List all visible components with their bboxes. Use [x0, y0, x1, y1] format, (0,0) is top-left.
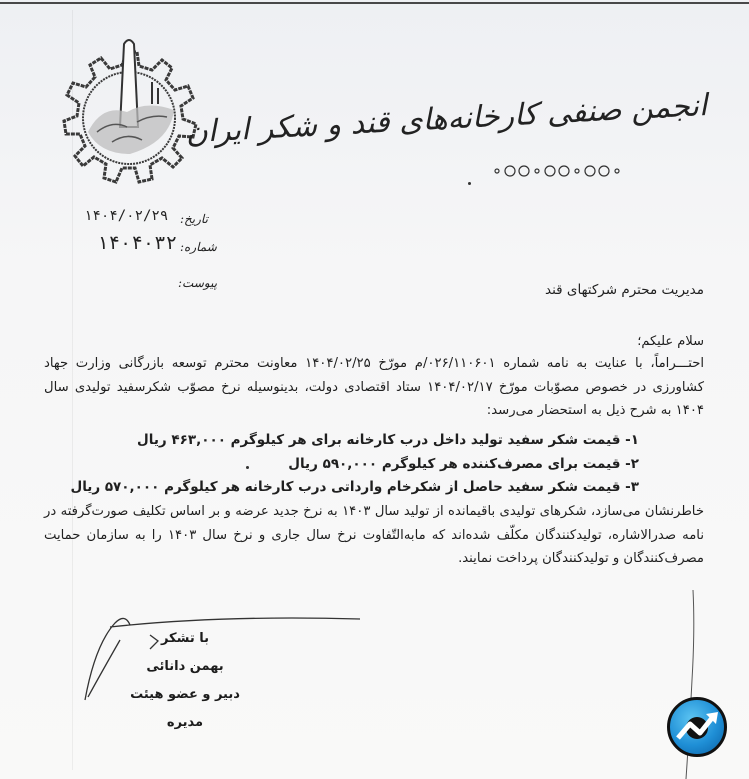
date-label: تاریخ: [180, 212, 208, 226]
number-value: ۱۴۰۴۰۳۲ [97, 232, 178, 254]
closing: با تشکر [160, 631, 210, 646]
price-list [70, 429, 639, 500]
top-border-line [0, 2, 749, 4]
date-value: ۱۴۰۴/۰۲/۲۹ [84, 208, 169, 224]
price-item-consumer: ۲- قیمت برای مصرف‌کننده هر کیلوگرم ۵۹۰,۰۰۰ ریال [288, 455, 639, 472]
addressee: مدیریت محترم شرکتهای قند [544, 282, 704, 298]
organization-title: انجمن صنفی کارخانه‌های قند و شکر ایران [184, 88, 708, 151]
decorative-ornament [492, 164, 642, 178]
attachment-label: پیوست: [178, 276, 218, 290]
number-label: شماره: [180, 240, 217, 254]
price-item-factory: ۱- قیمت شکر سفید تولید داخل درب کارخانه برای هر کیلوگرم ۴۶۳,۰۰۰ ریال [137, 432, 639, 448]
notice-paragraph: خاطرنشان می‌سازد، شکرهای تولیدی باقیمانده از تولید سال ۱۴۰۳ به نرخ جدید عرضه و بر اساس تکلیف صورت‌گرفته در نامه صدرالاشاره، تولیدکنندگان مکلّف شده‌اند که مابه‌التّفاوت نرخ سال جاری و نرخ سال ۱۴۰۳ را به سازمان حمایت مصرف‌کنندگان و تولیدکنندگان پرداخت نمایند. [44, 504, 704, 566]
ink-speck [468, 182, 471, 185]
intro-paragraph: احتـــراماً، با عنایت به نامه شماره ۰۲۶/۱۱۰۶۰۱/م مورّخ ۱۴۰۴/۰۲/۲۵ معاونت محترم توسعه بازرگانی وزارت جهاد کشاورزی در خصوص مصوّبات مورّخ ۱۴۰۴/۰۲/۱۷ ستاد اقتصادی دولت، بدینوسیله نرخ مصوّب شکرسفید تولیدی سال ۱۴۰۴ به شرح ذیل به استحضار می‌رسد: [44, 356, 705, 418]
price-item-imported: ۳- قیمت شکر سفید حاصل از شکرخام وارداتی درب کارخانه هر کیلوگرم ۵۷۰,۰۰۰ ریال [70, 479, 639, 495]
ink-speck [246, 466, 249, 469]
signature-block [110, 625, 260, 737]
signer-title: دبیر و عضو هیئت مدیره [130, 687, 240, 730]
signer-name: بهمن دانائی [146, 659, 224, 674]
greeting: سلام علیکم؛ [637, 334, 704, 349]
trend-arrow-icon [670, 700, 724, 754]
trend-badge[interactable] [667, 697, 727, 757]
